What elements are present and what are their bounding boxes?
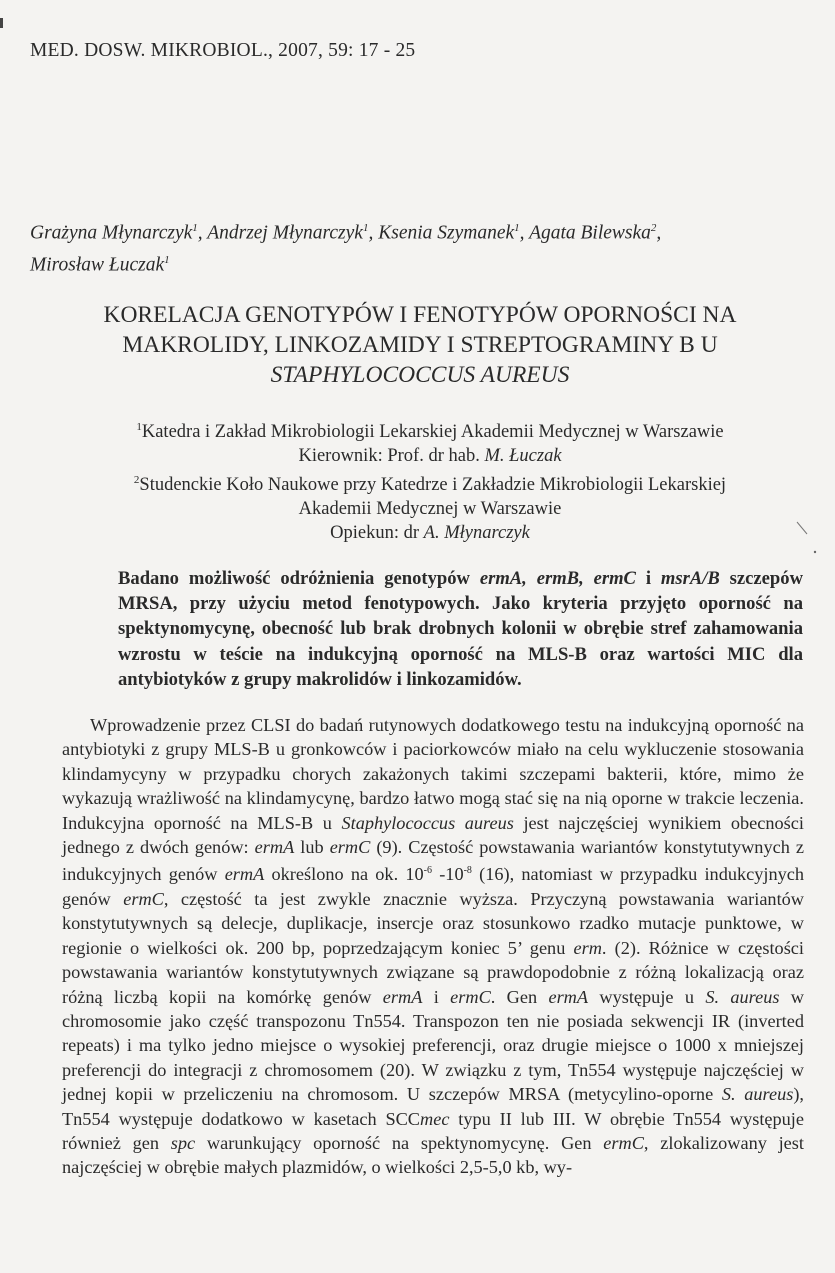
title-line: KORELACJA GENOTYPÓW I FENOTYPÓW OPORNOŚCI NA — [103, 302, 737, 328]
author-name: Ksenia Szymanek — [378, 222, 515, 244]
author-affiliation-mark: 2 — [650, 222, 657, 234]
paragraph: Wprowadzenie przez CLSI do badań rutynowych dodatkowego testu na indukcyjną oporność na antybiotyki z grupy MLS-B u gronkowców i paciorkowców miało na celu wykluczenie stosowania klindamycyny w przypadku chorych zakażonych takimi szczepami bakterii, które, mimo że wykazują wrażliwość na klindamycynę, bardzo łatwo mogą stać się na nią oporne w trakcie leczenia. Indukcyjna oporność na MLS-B u Staphylococcus aureus jest najczęściej wynikiem obecności jednego z dwóch genów: ermA lub ermC (9). Częstość powstawania wariantów konstytutywnych z indukcyjnych genów ermA określono na ok. $10^{-6}$ $-10^{-8}$ (16), natomiast w przypadku indukcyjnych genów ermC, częstość ta jest zwykle znacznie wyższa. Przyczyną powstawania wariantów konstytutywnych są delecje, duplikacje, insercje oraz stosunkowo rzadko mutacje punktowe, w regionie o wielkości ok. 200 bp, poprzedzającym koniec 5’ genu erm. (2). Różnice w częstości powstawania wariantów konstytutywnych związane są prawdopodobnie z różną lokalizacją oraz różną liczbą kopii na komórkę genów ermA i ermC. Gen ermA występuje u S. aureus w chromosomie jako część transpozonu Tn554. Transpozon ten nie posiada sekwencji IR (inverted repeats) i ma tylko jedno miejsce o wysokiej preferencji, oraz drugie miejsce o 1000 x mniejszej preferencji do integracji z chromosomem (20). W związku z tym, Tn554 występuje najczęściej w jednej kopii w przeliczeniu na chromosom. U szczepów MRSA (metycylino-oporne S. aureus), Tn554 występuje dodatkowo w kasetach SCCmec typu II lub III. W obrębie Tn554 występuje również gen spc warunkujący oporność na spektynomycynę. Gen ermC, zlokalizowany jest najczęściej w obrębie małych plazmidów, o wielkości 2,5-5,0 kb, wy- — [62, 715, 805, 1178]
affiliation-2: $^2$Studenckie Koło Naukowe przy Katedrze i Zakładzie Mikrobiologii Lekarskiej — [133, 474, 727, 496]
author-affiliation-mark: 1 — [362, 222, 369, 234]
abstract: Badano możliwość odróżnienia genotypów ermA, ermB, ermC i msrA/B szczepów MRSA, przy użyciu metod fenotypowych. Jako kryteria przyjęto oporność na spektynomycynę, obecność lub brak drobnych kolonii w obrębie stref zahamowania wzrostu w teście na indukcyjną oporność na MLS-B oraz wartości MIC dla antybiotyków z grupy makrolidów i linkozamidów. — [118, 568, 803, 690]
author-name: Grażyna Młynarczyk — [30, 222, 193, 244]
author-list: Grażyna Młynarczyk$^1$, Andrzej Młynarczyk$^1$, Ksenia Szymanek$^1$, Agata Bilewska$^2$, Mirosław Łuczak$^1$ — [30, 222, 662, 275]
author-name: Mirosław Łuczak — [30, 254, 165, 275]
affiliation-1-head: Kierownik: Prof. dr hab. M. Łuczak — [298, 446, 562, 467]
title-line: STAPHYLOCOCCUS AUREUS — [270, 362, 570, 388]
affiliations — [60, 415, 800, 545]
scan-speck-icon — [795, 520, 825, 560]
author-name: Agata Bilewska — [529, 222, 651, 244]
title-line: MAKROLIDY, LINKOZAMIDY I STREPTOGRAMINY B U — [122, 332, 718, 358]
affiliation-2-tutor: Opiekun: dr A. Młynarczyk — [330, 523, 530, 544]
author-affiliation-mark: 1 — [164, 253, 170, 266]
author-name: Andrzej Młynarczyk — [207, 222, 363, 244]
article-title — [40, 300, 800, 390]
affiliation-2-cont: Akademii Medycznej w Warszawie — [298, 499, 562, 520]
journal-reference: MED. DOSW. MIKROBIOL., 2007, 59: 17 - 25 — [30, 40, 416, 61]
body-text — [62, 713, 804, 1180]
affiliation-1: $^1$Katedra i Zakład Mikrobiologii Lekarskiej Akademii Medycznej w Warszawie — [136, 421, 724, 443]
author-affiliation-mark: 1 — [192, 222, 198, 234]
author-affiliation-mark: 1 — [514, 222, 520, 234]
scan-speck-icon — [0, 18, 8, 32]
